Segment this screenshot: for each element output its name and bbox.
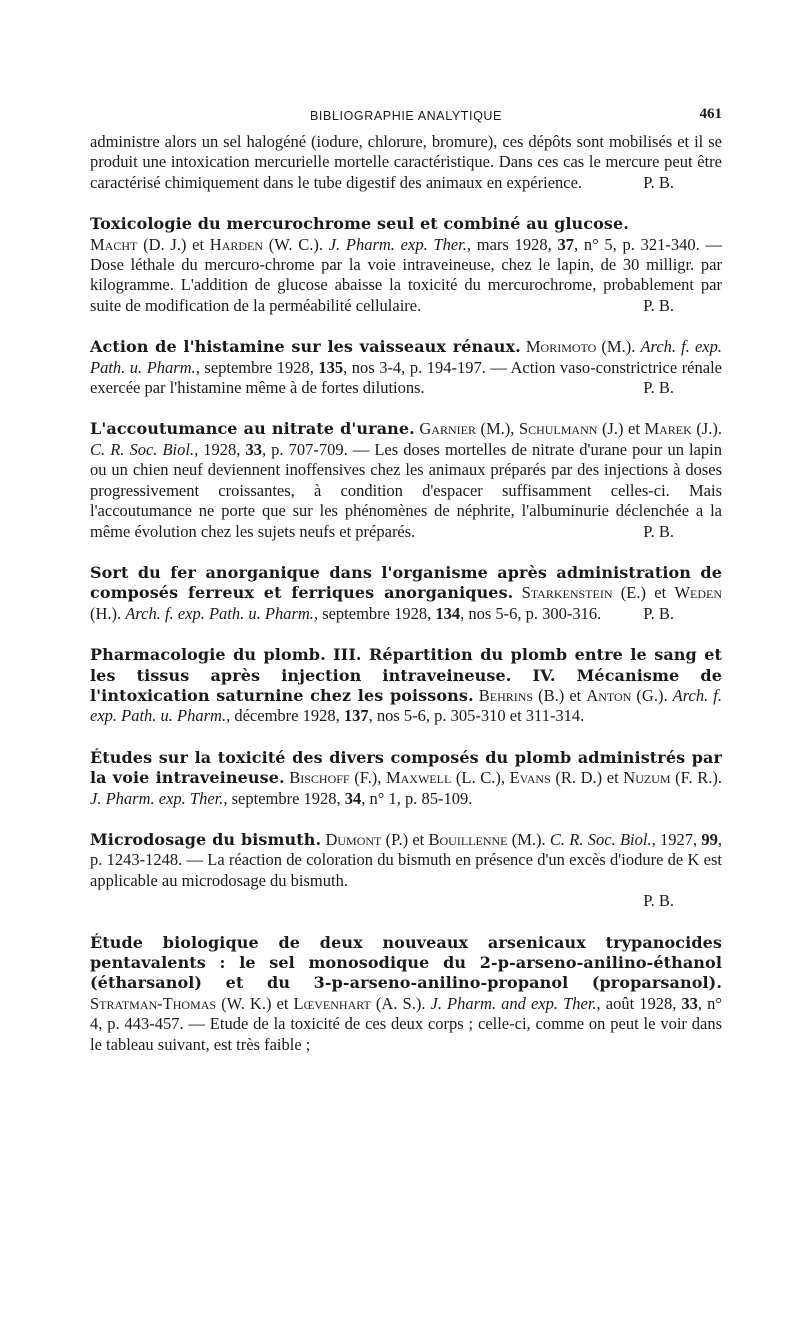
author: Macht bbox=[90, 234, 138, 254]
issue-pages: , p. 707-709. bbox=[261, 439, 348, 459]
issue-pages: , n° 1, p. 85-109. bbox=[361, 788, 473, 808]
entry-title: Sort du fer anorganique dans l'organisme après administration de composés ferreux et ferriques anorganiques. bbox=[90, 562, 722, 603]
volume: 37 bbox=[557, 234, 574, 254]
signature: P. B. bbox=[643, 172, 674, 192]
publication-date: , septembre 1928, bbox=[313, 603, 436, 623]
journal-page bbox=[90, 102, 722, 1055]
volume: 137 bbox=[343, 706, 369, 726]
volume: 33 bbox=[681, 993, 698, 1013]
author-initials: (M.). bbox=[507, 829, 550, 849]
running-head-title: BIBLIOGRAPHIE ANALYTIQUE bbox=[310, 109, 502, 123]
entry-title: Microdosage du bismuth. bbox=[90, 829, 322, 849]
entry-title: Étude biologique de deux nouveaux arsenicaux trypanocides pentavalents : le sel monosodique du 2-p-arseno-anilino-éthanol (étharsanol) et du 3-p-arseno-anilino-propanol (proparsanol). bbox=[90, 932, 722, 993]
issue-pages: , p. 1243-1248. bbox=[90, 829, 722, 870]
journal-name: J. Pharm. exp. Ther. bbox=[328, 234, 467, 254]
author-initials: (H.). bbox=[90, 603, 126, 623]
author-initials: (W. K.) et bbox=[216, 993, 294, 1013]
author: Maxwell bbox=[385, 768, 452, 788]
author-initials: (F. R.). bbox=[670, 768, 722, 788]
bibliography-entry bbox=[90, 419, 722, 541]
author: Anton bbox=[586, 685, 632, 705]
entry-title: Pharmacologie du plomb. III. Répartition du plomb entre le sang et les tissus après injection intraveineuse. IV. Mécanisme de l'intoxication saturnine chez les poissons. bbox=[90, 645, 722, 705]
author-initials: (R. D.) et bbox=[550, 768, 624, 788]
author: Stratman-Thomas bbox=[90, 993, 217, 1013]
signature: P. B. bbox=[643, 891, 674, 911]
author-initials: (J.) et bbox=[597, 419, 645, 439]
author-initials: (M.). bbox=[596, 337, 641, 357]
author-initials: (G.). bbox=[631, 685, 673, 705]
author: Starkenstein bbox=[513, 583, 613, 603]
abstract: — Action vaso-constrictrice rénale exercée par l'histamine même à de fortes dilutions. bbox=[90, 357, 722, 398]
volume: 99 bbox=[701, 829, 718, 849]
entry-title: Études sur la toxicité des divers composés du plomb administrés par la voie intraveineuse. bbox=[90, 747, 722, 788]
author: Nuzum bbox=[623, 768, 671, 788]
bibliography-entry bbox=[90, 563, 722, 624]
entry-title: Action de l'histamine sur les vaisseaux rénaux. bbox=[90, 337, 521, 357]
author: Bouillenne bbox=[428, 829, 508, 849]
signature: P. B. bbox=[643, 603, 674, 623]
author: Morimoto bbox=[520, 337, 597, 357]
author: Harden bbox=[209, 234, 264, 254]
publication-date: , septembre 1928, bbox=[223, 788, 345, 808]
author-initials: (E.) et bbox=[612, 583, 675, 603]
signature: P. B. bbox=[643, 378, 674, 398]
journal-name: Arch. f. exp. Path. u. Pharm. bbox=[125, 603, 314, 623]
journal-name: Arch. f. exp. Path. u. Pharm. bbox=[90, 337, 723, 377]
author: Behrins bbox=[473, 685, 534, 705]
journal-name: C. R. Soc. Biol. bbox=[90, 439, 195, 459]
author: Bischoff bbox=[284, 768, 350, 788]
issue-pages: , nos 5-6, p. 305-310 et 311-314. bbox=[368, 706, 585, 726]
journal-name: C. R. Soc. Biol. bbox=[549, 829, 652, 849]
author-initials: (M.), bbox=[475, 419, 519, 439]
issue-pages: , nos 5-6, p. 300-316. bbox=[460, 603, 602, 623]
author-initials: (A. S.). bbox=[370, 993, 431, 1013]
author: Evans bbox=[509, 768, 551, 788]
author: Lœvenhart bbox=[293, 993, 371, 1013]
author-initials: (D. J.) et bbox=[137, 234, 210, 254]
bibliography-entry bbox=[90, 748, 722, 809]
bibliography-entry bbox=[90, 830, 722, 912]
bibliography-entry bbox=[90, 337, 722, 398]
author: Dumont bbox=[321, 829, 382, 849]
page-number: 461 bbox=[699, 106, 722, 122]
running-head bbox=[90, 102, 722, 124]
issue-pages: , n° 4, p. 443-457. bbox=[90, 993, 722, 1034]
signature: P. B. bbox=[643, 295, 674, 315]
abstract: — La réaction de coloration du bismuth en présence d'un excès d'iodure de K est applicable au microdosage du bismuth. bbox=[90, 850, 722, 890]
abstract: — Les doses mortelles de nitrate d'urane pour un lapin ou un chien neuf deviennent inoffensives chez les animaux préparés par des injections à doses progressivement croissantes, à condition d'espacer suffisamment celles-ci. Mais l'accoutumance ne porte que sur les phénomènes de néphrite, l'albuminurie déclenchée a la même évolution chez les sujets neufs et préparés. bbox=[90, 439, 723, 541]
publication-date: , 1928, bbox=[194, 439, 246, 459]
continued-abstract bbox=[90, 132, 722, 193]
volume: 134 bbox=[435, 603, 461, 623]
author-initials: (L. C.), bbox=[451, 768, 510, 788]
author: Marek bbox=[644, 419, 692, 439]
bibliography-entry bbox=[90, 214, 722, 316]
author-initials: (W. C.). bbox=[263, 234, 329, 254]
author: Schulmann bbox=[518, 419, 598, 439]
author-initials: (J.). bbox=[691, 419, 722, 439]
bibliography-entry bbox=[90, 933, 722, 1055]
signature: P. B. bbox=[643, 521, 674, 541]
publication-date: , mars 1928, bbox=[466, 234, 558, 254]
volume: 135 bbox=[318, 357, 344, 377]
publication-date: , août 1928, bbox=[596, 993, 682, 1013]
publication-date: , septembre 1928, bbox=[195, 357, 319, 377]
journal-name: J. Pharm. exp. Ther. bbox=[90, 788, 224, 808]
journal-name: Arch. f. exp. Path. u. Pharm. bbox=[90, 685, 723, 726]
bibliography-entry bbox=[90, 645, 722, 727]
journal-name: J. Pharm. and exp. Ther. bbox=[430, 993, 597, 1013]
pages: p. 321-340. bbox=[622, 234, 700, 254]
author: Weden bbox=[674, 583, 723, 603]
issue-pages: , nos 3-4, p. 194-197. bbox=[343, 357, 486, 377]
author-initials: (F.), bbox=[349, 768, 386, 788]
continued-abstract-text: administre alors un sel halogéné (iodure, chlorure, bromure), ces dépôts sont mobilisés et il se produit une intoxication mercurielle mortelle caractéristique. Dans ces cas le mercure peut être caractérisé chimiquement dans le tube digestif des animaux en expérience. bbox=[90, 132, 722, 192]
abstract: — Dose léthale du mercuro-chrome par la voie intraveineuse, chez le lapin, de 30 milligr. par kilogramme. L'addition de glucose abaisse la toxicité du mercurochrome, probablement par suite de modification de la perméabilité cellulaire. bbox=[90, 234, 723, 315]
publication-date: , 1927, bbox=[651, 829, 702, 849]
entry-title: L'accoutumance au nitrate d'urane. bbox=[90, 419, 415, 439]
issue-pages: , n° 5, bbox=[573, 234, 617, 254]
volume: 34 bbox=[344, 788, 362, 808]
entry-title: Toxicologie du mercurochrome seul et combiné au glucose. bbox=[90, 214, 629, 234]
publication-date: , décembre 1928, bbox=[226, 706, 344, 726]
volume: 33 bbox=[245, 439, 262, 459]
abstract: — Etude de la toxicité de ces deux corps ; celle-ci, comme on peut le voir dans le tableau suivant, est très faible ; bbox=[90, 1014, 722, 1054]
author-initials: (B.) et bbox=[533, 685, 587, 705]
author: Garnier bbox=[414, 419, 476, 439]
author-initials: (P.) et bbox=[381, 829, 429, 849]
